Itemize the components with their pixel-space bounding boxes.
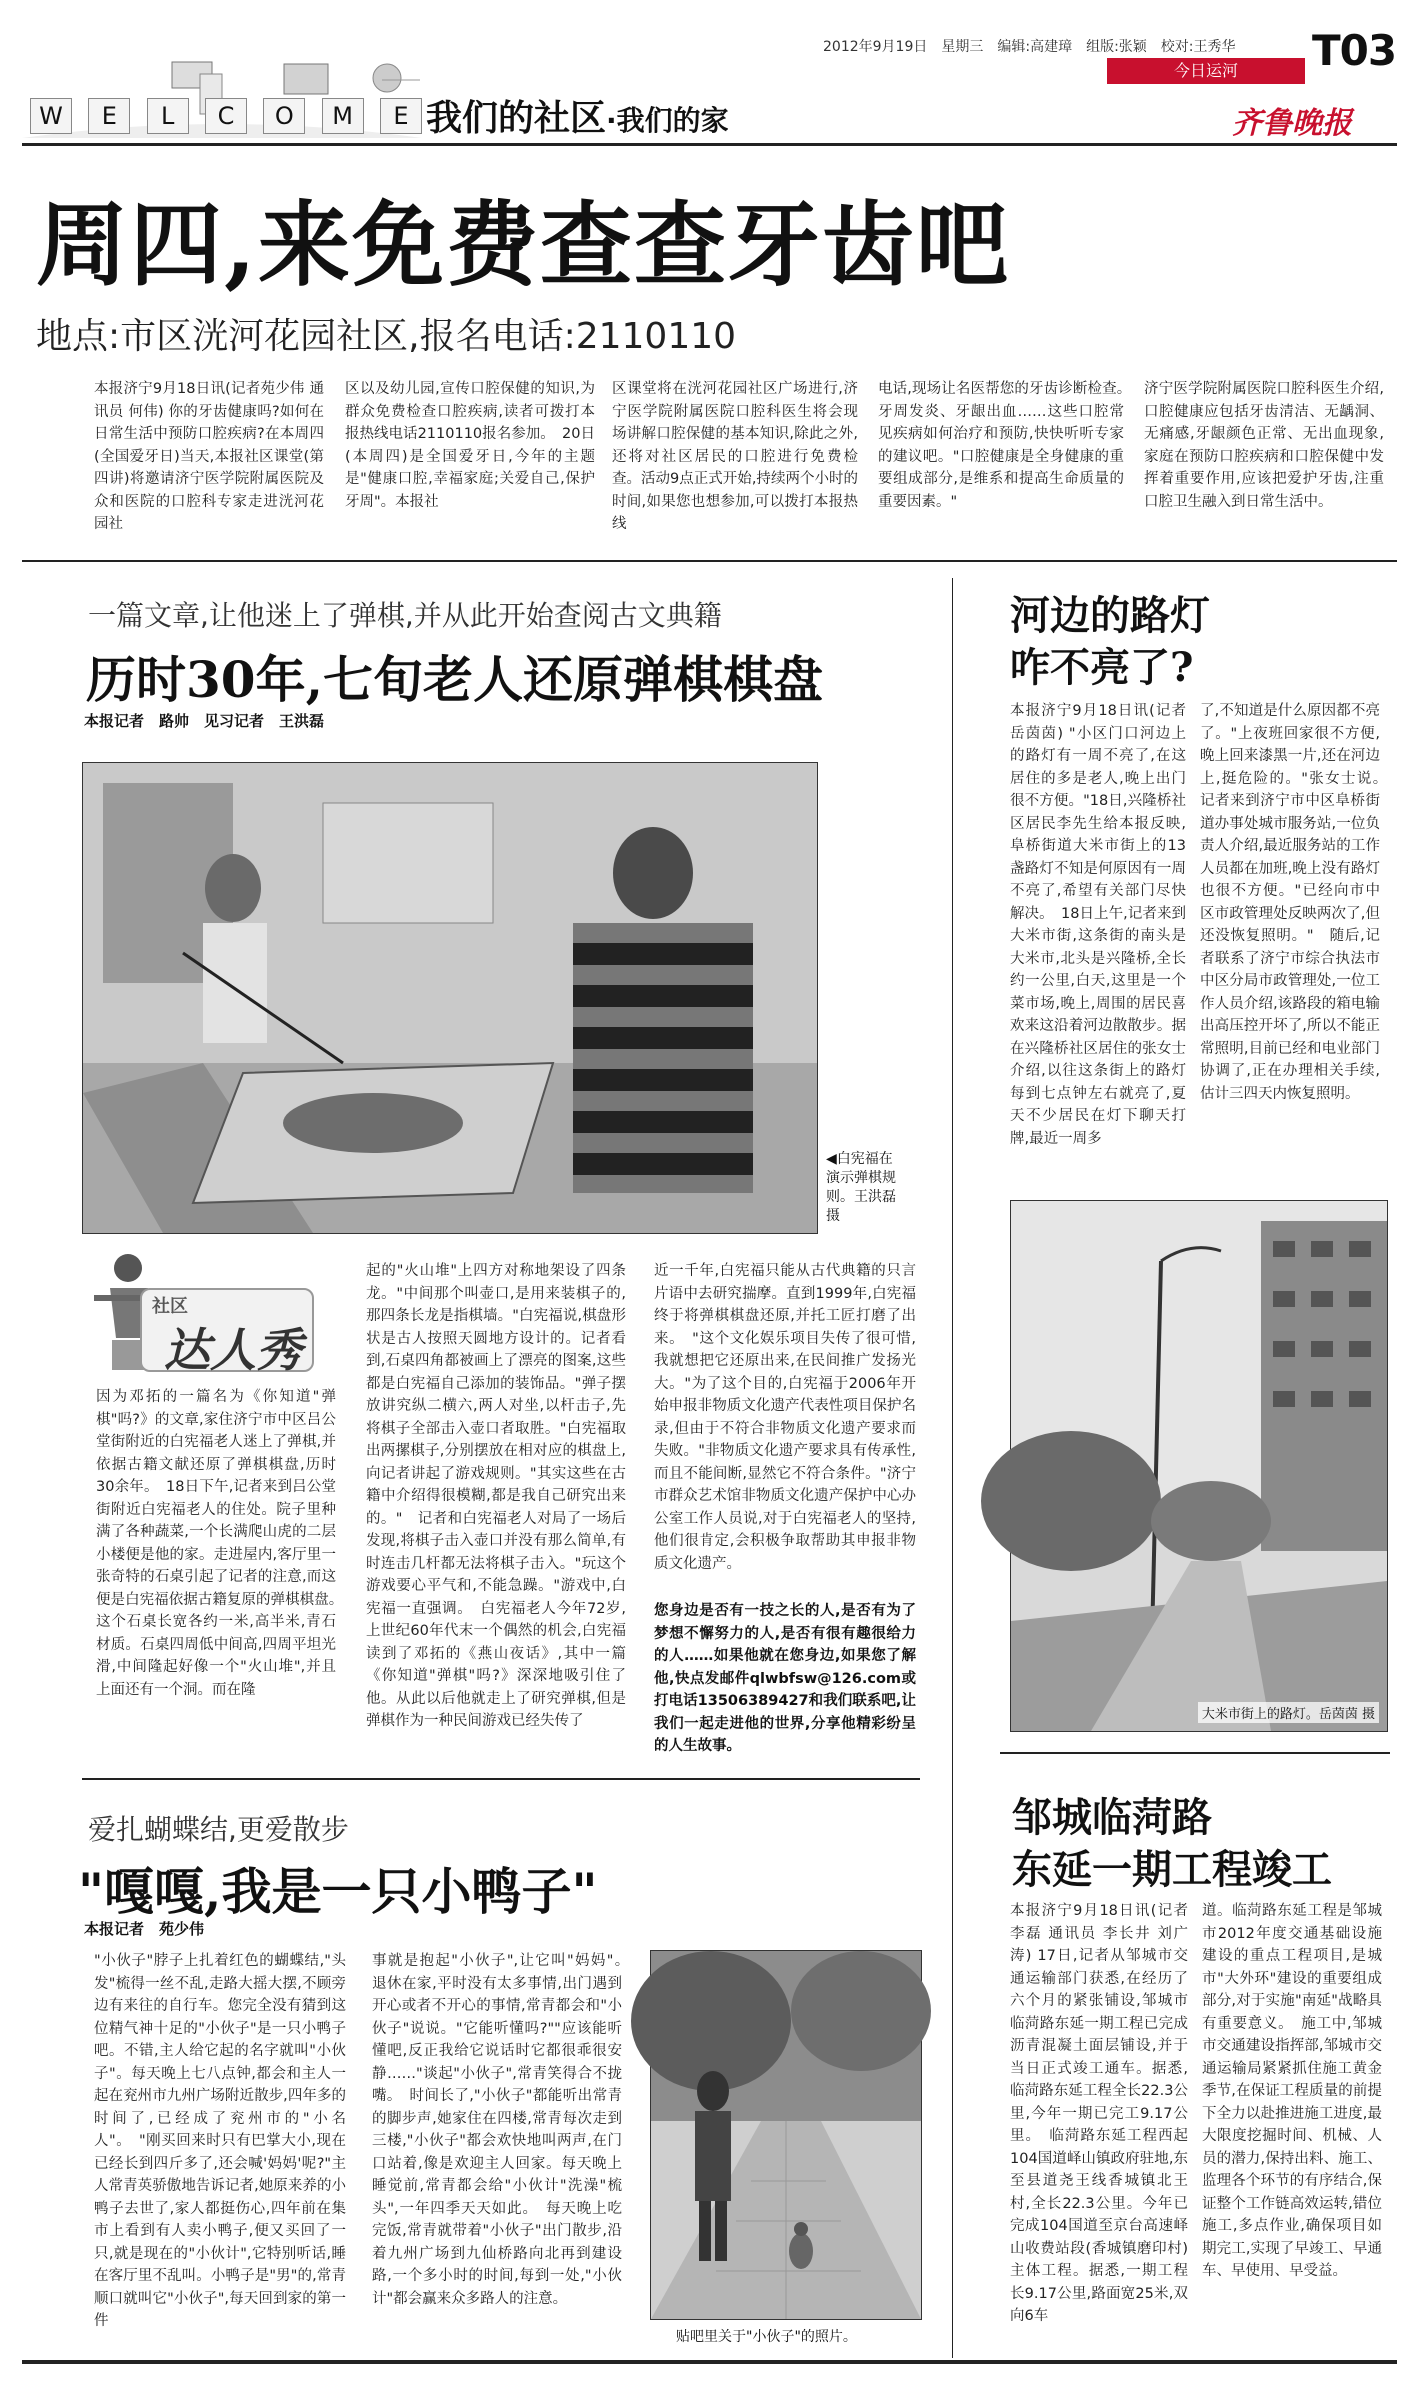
date-line: 2012年9月19日 星期三 编辑:高建璋 组版:张颖 校对:王秀华 [823,39,1236,55]
feature-col-2: 起的"火山堆"上四方对称地架设了四条龙。"中间那个叫壶口,是用来装棋子的,那四条长龙是指棋墙。"白宪福说,棋盘形状是古人按照天圆地方设计的。记者看到,石桌四角都被画上了漂亮的图案,这些都是白宪福自己添加的装饰品。"弹子摆放讲究纵二横六,两人对坐,以杆击子,先将棋子全部击入壶口者取胜。"白宪福取出两摞棋子,分别摆放在相对应的棋盘上,向记者讲起了游戏规则。"其实这些在古籍中介绍得很模糊,都是我自己研究出来的。" 记者和白宪福老人对局了一场后发现,将棋子击入壶口并没有那么简单,有时连击几杆都无法将棋子击入。"玩这个游戏要心平气和,不能急躁。"游戏中,白宪福一直强调。 白宪福老人今年72岁,上世纪60年代末一个偶然的机会,白宪福读到了邓拓的《燕山夜话》,其中一篇《你知道"弹棋"吗?》深深地吸引住了他。从此以后他就走上了研究弹棋,但是弹棋作为一种民间游戏已经失传了 [366,1263,626,1729]
column-title-sub: ·我们的家 [606,104,729,137]
duck-kicker: 爱扎蝴蝶结,更爱散步 [88,1813,349,1846]
road-headline-1: 邹城临菏路 [1012,1794,1212,1841]
lead-col-3: 区课堂将在洸河花园社区广场进行,济宁医学院附属医院口腔科医生将会现场讲解口腔保健的基本知识,除此之外,还将对社区居民的口腔进行免费检查。活动9点正式开始,持续两个小时的时间,如果您也想参加,可以拨打本报热线 [612,381,858,532]
chess-players-illustration [83,763,817,1233]
streetlight-col-2: 了,不知道是什么原因都不亮了。"上夜班回家很不方便,晚上回来漆黑一片,还在河边上,挺危险的。"张女士说。 记者来到济宁市中区阜桥街道办事处城市服务站,一位负责人介绍,最近服务站的工作人员都在加班,晚上没有路灯也很不方便。"已经向市中区市政管理处反映两次了,但还没恢复照明。" 随后,记者联系了济宁市综合执法市中区分局市政管理处,一位工作人员介绍,该路段的箱电输出高压控开坏了,所以不能正常照明,目前已经和电业部门协调了,正在办理相关手续,估计三四天内恢复照明。 [1200,703,1395,1102]
page-bottom-rule [22,2360,1397,2364]
road-headline-2: 东延一期工程竣工 [1012,1846,1332,1893]
lead-bottom-rule [22,560,1397,562]
feature-byline: 本报记者 路帅 见习记者 王洪磊 [84,712,325,730]
welcome-letter: E [88,98,130,134]
feature-col-1: 因为邓拓的一篇名为《你知道"弹棋"吗?》的文章,家住济宁市中区吕公堂街附近的白宪福老人迷上了弹棋,并依据古籍文献还原了弹棋棋盘,历时30余年。 18日下午,记者来到吕公堂街附近白宪福老人的住处。院子里种满了各种蔬菜,一个长满爬山虎的二层小楼便是他的家。走进屋内,客厅里一张奇特的石桌引起了记者的注意,而这便是白宪福依据古籍复原的弹棋棋盘。 这个石桌长宽各约一米,高半米,青石材质。石桌四周低中间高,四周平坦光滑,中间隆起好像一个"火山堆",并且上面还有一个洞。而在隆 [96,1389,351,1698]
page-number: T03 [1312,26,1397,75]
duck-col-1: "小伙子"脖子上扎着红色的蝴蝶结,"头发"梳得一丝不乱,走路大摇大摆,不顾旁边有来往的自行车。您完全没有猜到这位精气神十足的"小伙子"是一只小鸭子吧。不错,主人给它起的名字就叫"小伙子"。每天晚上七八点钟,都会和主人一起在兖州市九州广场附近散步,四年多的时间了,已经成了兖州市的"小名人"。 "刚买回来时只有巴掌大小,现在已经长到四斤多了,还会喊'妈妈'呢?"主人常青英骄傲地告诉记者,她原来养的小鸭子去世了,家人都挺伤心,四年前在集市上看到有人卖小鸭子,便又买回了一只,就是现在的"小伙计",它特别听话,睡在客厅里不乱叫。小鸭子是"男"的,常青顺口就叫它"小伙子",每天回到家的第一件 [94,1953,346,2329]
feature-bottom-rule [82,1778,920,1780]
welcome-banner [22,50,422,140]
road-col-1: 本报济宁9月18日讯(记者 李磊 通讯员 李长井 刘广涛) 17日,记者从邹城市交通运输部门获悉,在经历了六个月的紧张铺设,邹城市临菏路东延一期工程已完成沥青混凝土面层铺设,并于当日正式竣工通车。据悉,临菏路东延工程全长22.3公里,今年一期已完工9.17公里。 临菏路东延工程西起104国道峄山镇政府驻地,东至县道尧王线香城镇北王村,全长22.3公里。今年已完成104国道至京台高速峄山收费站段(香城镇磨印村)主体工程。据悉,一期工程长9.17公里,路面宽25米,双向6车 [1010,1903,1188,2324]
feature-headline: 历时30年,七旬老人还原弹棋棋盘 [86,650,823,709]
right-column-divider [952,578,953,2358]
streetlight-bottom-rule [1000,1752,1390,1754]
welcome-letter: L [147,98,189,134]
streetlight-headline-2: 咋不亮了? [1010,644,1194,691]
welcome-letter: M [322,98,364,134]
duck-photo [650,1950,922,2320]
welcome-letter: E [380,98,422,134]
badge-small-label: 社区 [152,1296,188,1317]
lead-headline: 周四,来免费查查牙齿吧 [36,191,1011,299]
duck-walk-illustration [651,1951,921,2319]
welcome-letter: C [205,98,247,134]
newspaper-name: 齐鲁晚报 [1232,106,1352,141]
welcome-letter: W [30,98,72,134]
streetlight-photo-caption: 大米市街上的路灯。岳茵茵 摄 [1198,1702,1379,1723]
column-title [426,90,729,141]
welcome-letters [30,98,422,134]
lead-col-1: 本报济宁9月18日讯(记者苑少伟 通讯员 何伟) 你的牙齿健康吗?如何在日常生活中预防口腔疾病?在本周四(全国爱牙日)当天,本报社区课堂(第四讲)将邀请济宁医学院附属医院及众和医院的口腔科专家走进洸河花园社 [94,381,324,532]
column-title-main: 我们的社区 [426,98,607,139]
section-tag: 今日运河 [1107,58,1305,84]
duck-col-2: 事就是抱起"小伙子",让它叫"妈妈"。 退休在家,平时没有太多事情,出门遇到开心或者不开心的事情,常青都会和"小伙子"说说。"它能听懂吗?""应该能听懂吧,反正我给它说话时它都很乖很安静……"谈起"小伙子",常青笑得合不拢嘴。 时间长了,"小伙子"都能听出常青的脚步声,她家住在四楼,常青每次走到三楼,"小伙子"都会欢快地叫两声,在门口站着,像是欢迎主人回家。每天晚上睡觉前,常青都会给"小伙计"洗澡"梳头",一年四季天天如此。 每天晚上吃完饭,常青就带着"小伙子"出门散步,沿着九州广场到九仙桥路向北再到建设路,一个多小时的时间,每到一处,"小伙计"都会赢来众多路人的注意。 [372,1953,637,2307]
duck-photo-caption: 贴吧里关于"小伙子"的照片。 [676,2329,857,2345]
streetlight-col-1: 本报济宁9月18日讯(记者 岳茵茵) "小区门口河边上的路灯有一周不亮了,在这居住的多是老人,晚上出门很不方便。"18日,兴隆桥社区居民李先生给本报反映,阜桥街道大米市街上的13盏路灯不知是何原因有一周不亮了,希望有关部门尽快解决。 18日上午,记者来到大米市街,这条街的南头是大米市,北头是兴隆桥,全长约一公里,白天,这里是一个菜市场,晚上,周围的居民喜欢来这沿着河边散散步。据在兴隆桥社区居住的张女士介绍,以往这条街上的路灯每到七点钟左右就亮了,夏天不少居民在灯下聊天打牌,最近一周多 [1010,703,1186,1147]
badge-big-label: 达人秀 [164,1323,302,1377]
lead-subheadline: 地点:市区洸河花园社区,报名电话:2110110 [36,316,737,357]
feature-kicker: 一篇文章,让他迷上了弹棋,并从此开始查阅古文典籍 [88,599,722,632]
feature-photo [82,762,818,1234]
talent-badge [90,1248,320,1378]
lead-col-4: 电话,现场让名医帮您的牙齿诊断检查。 牙周发炎、牙龈出血……这些口腔常见疾病如何治疗和预防,快快听听专家的建议吧。"口腔健康是全身健康的重要组成部分,是维系和提高生命质量的重要因素。" [878,381,1139,510]
road-col-2: 道。临菏路东延工程是邹城市2012年度交通基础设施建设的重点工程项目,是城市"大外环"建设的重要组成部分,对于实施"南延"战略具有重要意义。 施工中,邹城市交通建设指挥部,邹城市交通运输局紧紧抓住施工黄金季节,在保证工程质量的前提下全力以赴推进施工进度,最大限度挖掘时间、机械、人员的潜力,保持出料、施工、监理各个环节的有序结合,保证整个工作链高效运转,错位施工,多点作业,确保项目如期完工,实现了早竣工、早通车、早使用、早受益。 [1202,1903,1382,2279]
lead-col-5: 济宁医学院附属医院口腔科医生介绍,口腔健康应包括牙齿清洁、无龋洞、无痛感,牙龈颜色正常、无出血现象,家庭在预防口腔疾病和口腔保健中发挥着重要作用,应该把爱护牙齿,注重口腔卫生融入到日常生活中。 [1144,381,1384,510]
street-scene-illustration [1011,1201,1387,1731]
header-rule [22,143,1397,146]
duck-byline: 本报记者 苑少伟 [84,1920,205,1938]
feature-callout: 您身边是否有一技之长的人,是否有为了梦想不懈努力的人,是否有很有趣很给力的人……如果他就在您身边,如果您了解他,快点发邮件qlwbfsw@126.com或打电话13506389427和我们联系吧,让我们一起走进他的世界,分享他精彩纷呈的人生故事。 [654,1603,916,1754]
welcome-letter: O [263,98,305,134]
streetlight-headline-1: 河边的路灯 [1010,592,1210,639]
feature-photo-caption: ◀白宪福在演示弹棋规则。王洪磊摄 [826,1151,896,1224]
feature-col-3: 近一千年,白宪福只能从古代典籍的只言片语中去研究揣摩。直到1999年,白宪福终于将弹棋棋盘还原,并托工匠打磨了出来。 "这个文化娱乐项目失传了很可惜,我就想把它还原出来,在民间推广发扬光大。"为了这个目的,白宪福于2006年开始申报非物质文化遗产代表性项目保护名录,但由于不符合非物质文化遗产要求而失败。"非物质文化遗产要求具有传承性,而且不能间断,显然它不符合条件。"济宁市群众艺术馆非物质文化遗产保护中心办公室工作人员说,对于白宪福老人的坚持,他们很肯定,会积极争取帮助其申报非物质文化遗产。 [654,1263,916,1572]
streetlight-photo [1010,1200,1388,1732]
duck-headline: "嘎嘎,我是一只小鸭子" [78,1862,598,1921]
lead-col-2: 区以及幼儿园,宣传口腔保健的知识,为群众免费检查口腔疾病,读者可拨打本报热线电话2110110报名参加。 20日(本周四)是全国爱牙日,今年的主题是"健康口腔,幸福家庭;关爱自己,保护牙周"。本报社 [345,381,595,510]
